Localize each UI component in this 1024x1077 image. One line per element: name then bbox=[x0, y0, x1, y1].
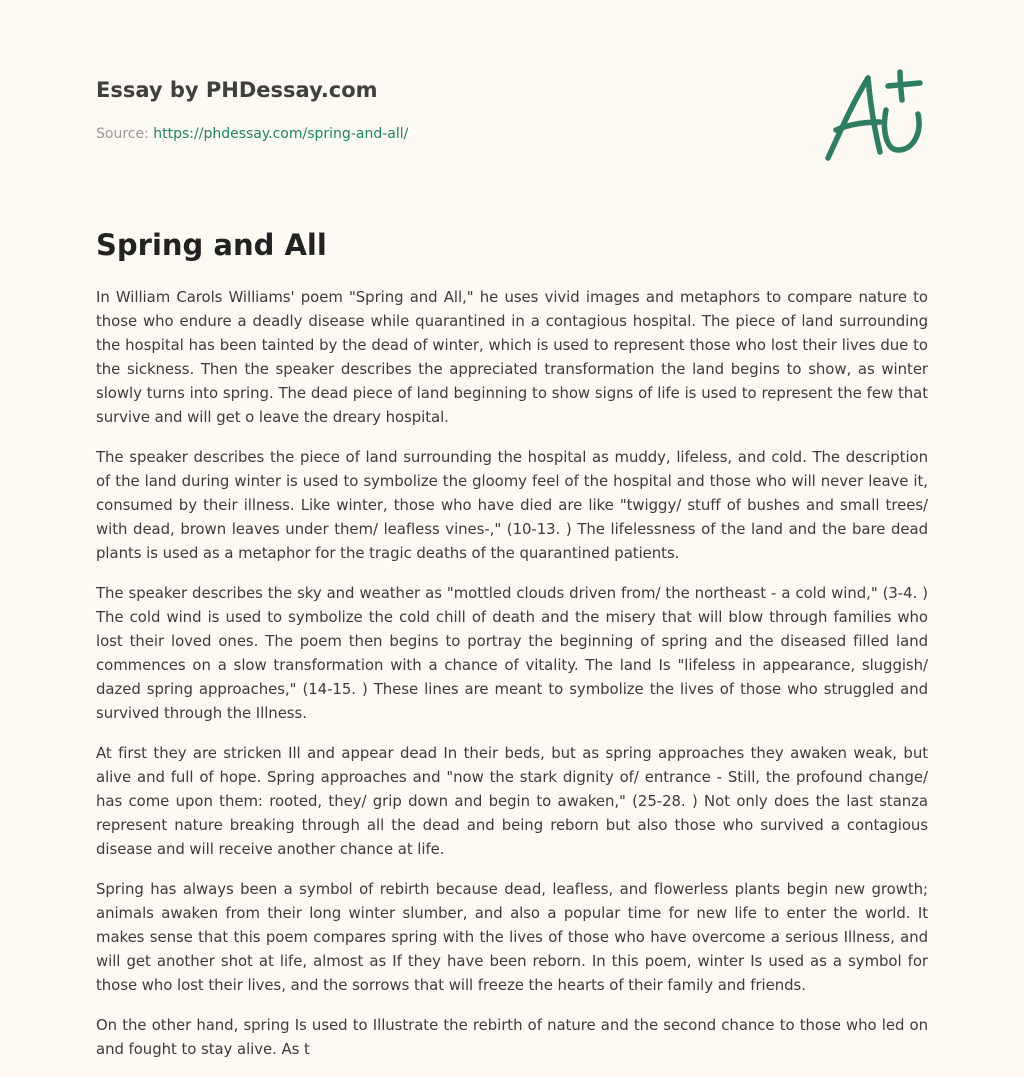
document-header bbox=[96, 74, 796, 144]
source-link[interactable]: https://phdessay.com/spring-and-all/ bbox=[153, 126, 409, 142]
essay-title: Spring and All bbox=[96, 228, 327, 262]
essay-paragraph: In William Carols Williams' poem "Spring and All," he uses vivid images and metaphors to compare nature to those who endure a deadly disease while quarantined in a contagious hospital. The piece of land surrounding the hospital has been tainted by the dead of winter, which is used to represent those who lost their lives due to the sickness. Then the speaker describes the appreciated transformation the land begins to show, as winter slowly turns into spring. The dead piece of land beginning to show signs of life is used to represent the few that survive and will get o leave the dreary hospital. bbox=[96, 288, 928, 426]
essay-paragraph: Spring has always been a symbol of rebirth because dead, leafless, and flowerless plants begin new growth; animals awaken from their long winter slumber, and also a popular time for new life to enter the world. It makes sense that this poem compares spring with the lives of those who have overcome a serious Illness, and will get another shot at life, almost as If they have been reborn. In this poem, winter Is used as a symbol for those who lost their lives, and the sorrows that will freeze the hearts of their family and friends. bbox=[96, 880, 928, 994]
essay-body bbox=[96, 285, 928, 1077]
a-plus-logo-icon bbox=[822, 66, 928, 168]
essay-paragraph: At first they are stricken Ill and appear dead In their beds, but as spring approaches they awaken weak, but alive and full of hope. Spring approaches and "now the stark dignity of/ entrance - Still, the profound change/ has come upon them: rooted, they/ grip down and begin to awaken," (25-28. ) Not only does the last stanza represent nature breaking through all the dead and being reborn but also those who survived a contagious disease and will receive another chance at life. bbox=[96, 744, 928, 858]
source-line bbox=[96, 124, 796, 144]
source-label: Source: bbox=[96, 126, 154, 142]
essay-paragraph: The speaker describes the sky and weather as "mottled clouds driven from/ the northeast - a cold wind," (3-4. ) The cold wind is used to symbolize the cold chill of death and the misery that will blow through families who lost their loved ones. The poem then begins to portray the beginning of spring and the diseased filled land commences on a slow transformation with a chance of vitality. The land Is "lifeless in appearance, sluggish/ dazed spring approaches," (14-15. ) These lines are meant to symbolize the lives of those who struggled and survived through the Illness. bbox=[96, 584, 928, 722]
essay-paragraph: The speaker describes the piece of land surrounding the hospital as muddy, lifeless, and cold. The description of the land during winter is used to symbolize the gloomy feel of the hospital and those who will never leave it, consumed by their illness. Like winter, those who have died are like "twiggy/ stuff of bushes and small trees/ with dead, brown leaves under them/ leafless vines-," (10-13. ) The lifelessness of the land and the bare dead plants is used as a metaphor for the tragic deaths of the quarantined patients. bbox=[96, 448, 928, 562]
essay-paragraph: On the other hand, spring Is used to Illustrate the rebirth of nature and the second chance to those who led on and fought to stay alive. As t bbox=[96, 1016, 928, 1058]
brand-title: Essay by PHDessay.com bbox=[96, 78, 378, 102]
